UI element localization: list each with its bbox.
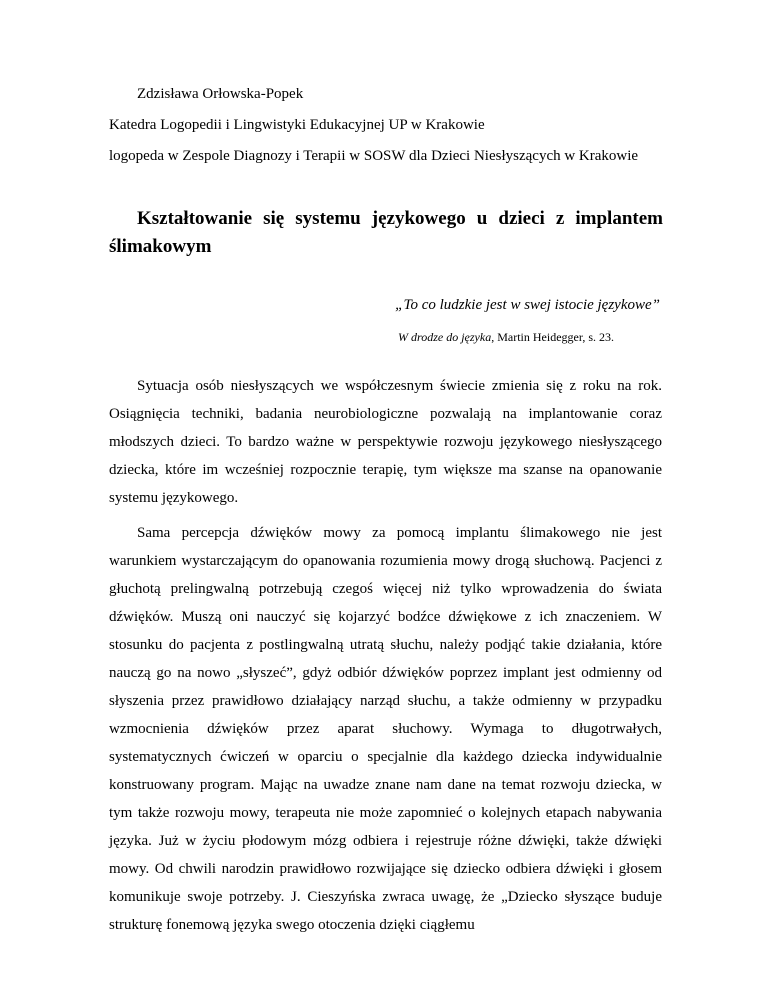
epigraph-source-title: W drodze do języka <box>398 330 492 344</box>
epigraph-source-details: , Martin Heidegger, s. 23. <box>491 330 615 344</box>
epigraph-quote: „To co ludzkie jest w swej istocie językowe” <box>395 297 660 313</box>
affiliation-school: logopeda w Zespole Diagnozy i Terapii w SOSW dla Dzieci Niesłyszących w Krakowie <box>109 148 639 164</box>
title-line-2: ślimakowym <box>109 236 212 257</box>
author-name: Zdzisława Orłowska-Popek <box>137 86 304 102</box>
epigraph-source <box>398 330 614 345</box>
body-text <box>109 372 662 946</box>
title-line-1: Kształtowanie się systemu językowego u dzieci z implantem <box>137 208 663 229</box>
document-title <box>109 205 663 261</box>
paragraph-2: Sama percepcja dźwięków mowy za pomocą implantu ślimakowego nie jest warunkiem wystarczającym do opanowania rozumienia mowy drogą słuchową. Pacjenci z głuchotą prelingwalną potrzebują czegoś więcej niż tylko wprowadzenia do świata dźwięków. Muszą oni nauczyć się kojarzyć bodźce dźwiękowe z ich znaczeniem. W stosunku do pacjenta z postlingwalną utratą słuchu, należy podjąć takie działania, które nauczą go na nowo „słyszeć”, gdyż odbiór dźwięków poprzez implant jest odmienny od słyszenia przez prawidłowo działający narząd słuchu, a także odmienny w przypadku wzmocnienia dźwięków przez aparat słuchowy. Wymaga to długotrwałych, systematycznych ćwiczeń w oparciu o specjalnie dla każdego dziecka indywidualnie konstruowany program. Mając na uwadze znane nam dane na temat rozwoju dziecka, w tym także rozwoju mowy, terapeuta nie może zapomnieć o kolejnych etapach nabywania języka. Już w życiu płodowym mózg odbiera i rejestruje różne dźwięki, także dźwięki mowy. Od chwili narodzin prawidłowo rozwijające się dziecko odbiera dźwięki i głosem komunikuje swoje potrzeby. J. Cieszyńska zwraca uwagę, że „Dziecko słyszące buduje strukturę fonemową języka swego otoczenia dzięki ciągłemu <box>109 525 662 933</box>
paragraph-1: Sytuacja osób niesłyszących we współczesnym świecie zmienia się z roku na rok. Osiągnięcia techniki, badania neurobiologiczne pozwalają na implantowanie coraz młodszych dzieci. To bardzo ważne w perspektywie rozwoju językowego niesłyszącego dziecka, które im wcześniej rozpocznie terapię, tym większe ma szanse na opanowanie systemu językowego. <box>109 378 662 506</box>
affiliation-university: Katedra Logopedii i Lingwistyki Edukacyjnej UP w Krakowie <box>109 117 485 133</box>
